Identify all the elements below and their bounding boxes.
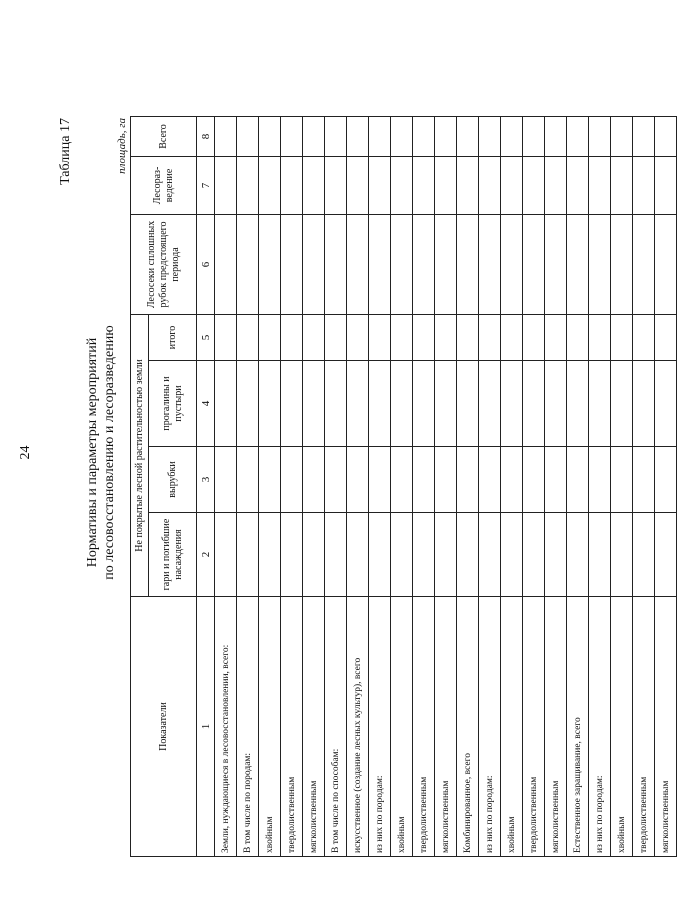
value-cell	[391, 116, 413, 156]
value-cell	[413, 116, 435, 156]
value-cell	[413, 513, 435, 597]
table-row	[215, 116, 237, 856]
value-cell	[633, 156, 655, 214]
value-cell	[633, 361, 655, 447]
row-label: твердолиственным	[281, 597, 303, 857]
table-row	[435, 116, 457, 856]
value-cell	[435, 156, 457, 214]
value-cell	[369, 214, 391, 314]
row-label: твердолиственным	[523, 597, 545, 857]
norms-table	[130, 116, 677, 857]
value-cell	[347, 361, 369, 447]
value-cell	[479, 214, 501, 314]
value-cell	[523, 116, 545, 156]
value-cell	[611, 361, 633, 447]
table-row	[545, 116, 567, 856]
value-cell	[523, 361, 545, 447]
value-cell	[655, 361, 677, 447]
value-cell	[237, 116, 259, 156]
value-cell	[611, 116, 633, 156]
value-cell	[545, 447, 567, 513]
table-title	[84, 0, 118, 905]
value-cell	[479, 447, 501, 513]
table-row	[391, 116, 413, 856]
value-cell	[633, 214, 655, 314]
header-burned-dead-stands: гари и погибшие насаждения	[149, 513, 197, 597]
value-cell	[237, 361, 259, 447]
value-cell	[457, 361, 479, 447]
row-label: В том числе по породам:	[237, 597, 259, 857]
table-row	[479, 116, 501, 856]
value-cell	[479, 116, 501, 156]
value-cell	[391, 513, 413, 597]
row-label: твердолиственным	[633, 597, 655, 857]
value-cell	[435, 447, 457, 513]
value-cell	[215, 116, 237, 156]
value-cell	[655, 447, 677, 513]
value-cell	[567, 214, 589, 314]
table-row	[567, 116, 589, 856]
value-cell	[655, 214, 677, 314]
header-indicators: Показатели	[131, 597, 197, 857]
value-cell	[281, 116, 303, 156]
row-label: Естественное заращивание, всего	[567, 597, 589, 857]
value-cell	[435, 116, 457, 156]
value-cell	[413, 156, 435, 214]
value-cell	[567, 447, 589, 513]
value-cell	[325, 116, 347, 156]
value-cell	[435, 361, 457, 447]
value-cell	[633, 447, 655, 513]
value-cell	[501, 116, 523, 156]
value-cell	[479, 361, 501, 447]
value-cell	[589, 361, 611, 447]
row-label: из них по породам:	[589, 597, 611, 857]
row-label: хвойным	[611, 597, 633, 857]
value-cell	[325, 314, 347, 360]
value-cell	[567, 314, 589, 360]
value-cell	[435, 314, 457, 360]
value-cell	[545, 361, 567, 447]
table-row	[413, 116, 435, 856]
column-number: 7	[197, 156, 215, 214]
value-cell	[347, 513, 369, 597]
value-cell	[259, 447, 281, 513]
value-cell	[567, 361, 589, 447]
value-cell	[303, 116, 325, 156]
value-cell	[259, 314, 281, 360]
value-cell	[215, 314, 237, 360]
value-cell	[633, 116, 655, 156]
value-cell	[391, 361, 413, 447]
table-row	[457, 116, 479, 856]
table-row	[611, 116, 633, 856]
value-cell	[479, 156, 501, 214]
value-cell	[281, 314, 303, 360]
value-cell	[215, 513, 237, 597]
value-cell	[303, 361, 325, 447]
value-cell	[457, 156, 479, 214]
value-cell	[479, 513, 501, 597]
value-cell	[303, 156, 325, 214]
value-cell	[457, 214, 479, 314]
column-number: 8	[197, 116, 215, 156]
column-number: 6	[197, 214, 215, 314]
table-body	[215, 116, 677, 856]
header-total: Всего	[131, 116, 197, 156]
value-cell	[303, 214, 325, 314]
column-number-row	[197, 116, 215, 856]
value-cell	[347, 156, 369, 214]
value-cell	[479, 314, 501, 360]
header-afforestation: Лесораз-ведение	[131, 156, 197, 214]
table-row	[589, 116, 611, 856]
table-row	[325, 116, 347, 856]
column-number: 3	[197, 447, 215, 513]
header-non-forested-group: Не покрытые лесной растительностью земли	[131, 314, 149, 596]
value-cell	[369, 156, 391, 214]
value-cell	[589, 513, 611, 597]
value-cell	[611, 214, 633, 314]
value-cell	[523, 513, 545, 597]
table-row	[501, 116, 523, 856]
value-cell	[611, 513, 633, 597]
row-label: мягколиственным	[435, 597, 457, 857]
value-cell	[523, 447, 545, 513]
value-cell	[501, 447, 523, 513]
value-cell	[655, 314, 677, 360]
value-cell	[589, 116, 611, 156]
value-cell	[435, 513, 457, 597]
value-cell	[611, 314, 633, 360]
value-cell	[523, 214, 545, 314]
table-row	[347, 116, 369, 856]
value-cell	[259, 513, 281, 597]
value-cell	[215, 214, 237, 314]
value-cell	[457, 314, 479, 360]
table-row	[303, 116, 325, 856]
value-cell	[237, 214, 259, 314]
value-cell	[303, 447, 325, 513]
value-cell	[655, 116, 677, 156]
value-cell	[369, 361, 391, 447]
value-cell	[567, 156, 589, 214]
value-cell	[259, 156, 281, 214]
row-label: Комбинированное, всего	[457, 597, 479, 857]
table-row	[523, 116, 545, 856]
value-cell	[545, 156, 567, 214]
value-cell	[611, 156, 633, 214]
value-cell	[281, 447, 303, 513]
value-cell	[369, 513, 391, 597]
value-cell	[237, 314, 259, 360]
value-cell	[435, 214, 457, 314]
row-label: твердолиственным	[413, 597, 435, 857]
table-number: Таблица 17	[58, 118, 73, 185]
value-cell	[303, 513, 325, 597]
table-row	[237, 116, 259, 856]
value-cell	[457, 447, 479, 513]
value-cell	[347, 314, 369, 360]
value-cell	[655, 513, 677, 597]
value-cell	[655, 156, 677, 214]
value-cell	[457, 513, 479, 597]
header-glades-wastelands: прогалины и пустыри	[149, 361, 197, 447]
table-row	[633, 116, 655, 856]
value-cell	[259, 116, 281, 156]
value-cell	[589, 156, 611, 214]
value-cell	[567, 513, 589, 597]
value-cell	[391, 214, 413, 314]
row-label: из них по породам:	[369, 597, 391, 857]
value-cell	[215, 447, 237, 513]
row-label: мягколиственным	[303, 597, 325, 857]
value-cell	[325, 447, 347, 513]
value-cell	[545, 214, 567, 314]
row-label: хвойным	[391, 597, 413, 857]
value-cell	[501, 361, 523, 447]
value-cell	[215, 361, 237, 447]
value-cell	[281, 361, 303, 447]
value-cell	[281, 156, 303, 214]
value-cell	[215, 156, 237, 214]
value-cell	[633, 314, 655, 360]
value-cell	[391, 156, 413, 214]
value-cell	[633, 513, 655, 597]
column-number: 2	[197, 513, 215, 597]
value-cell	[237, 513, 259, 597]
row-label: Земли, нуждающиеся в лесовосстановлении, всего:	[215, 597, 237, 857]
value-cell	[567, 116, 589, 156]
value-cell	[237, 156, 259, 214]
value-cell	[325, 156, 347, 214]
row-label: В том числе по способам:	[325, 597, 347, 857]
value-cell	[347, 214, 369, 314]
value-cell	[391, 447, 413, 513]
row-label: хвойным	[501, 597, 523, 857]
value-cell	[369, 116, 391, 156]
value-cell	[589, 447, 611, 513]
table-row	[281, 116, 303, 856]
value-cell	[413, 447, 435, 513]
page-number: 24	[18, 445, 33, 460]
value-cell	[545, 116, 567, 156]
value-cell	[523, 314, 545, 360]
value-cell	[325, 513, 347, 597]
header-cutovers: вырубки	[149, 447, 197, 513]
value-cell	[523, 156, 545, 214]
row-label: из них по породам:	[479, 597, 501, 857]
value-cell	[413, 214, 435, 314]
value-cell	[501, 314, 523, 360]
value-cell	[589, 314, 611, 360]
column-number: 5	[197, 314, 215, 360]
value-cell	[413, 361, 435, 447]
value-cell	[325, 361, 347, 447]
value-cell	[501, 513, 523, 597]
value-cell	[259, 361, 281, 447]
value-cell	[347, 447, 369, 513]
row-label: мягколиственным	[655, 597, 677, 857]
column-number: 4	[197, 361, 215, 447]
value-cell	[259, 214, 281, 314]
table-row	[369, 116, 391, 856]
table-row	[259, 116, 281, 856]
column-number: 1	[197, 597, 215, 857]
value-cell	[369, 447, 391, 513]
title-line-1: Нормативы и параметры мероприятий	[85, 337, 100, 568]
value-cell	[325, 214, 347, 314]
value-cell	[589, 214, 611, 314]
value-cell	[501, 214, 523, 314]
value-cell	[281, 513, 303, 597]
value-cell	[457, 116, 479, 156]
row-label: мягколиственным	[545, 597, 567, 857]
value-cell	[347, 116, 369, 156]
unit-label: площадь, га	[116, 118, 128, 174]
value-cell	[237, 447, 259, 513]
value-cell	[369, 314, 391, 360]
table-row	[655, 116, 677, 856]
value-cell	[545, 513, 567, 597]
row-label: искусственное (создание лесных культур), всего	[347, 597, 369, 857]
value-cell	[391, 314, 413, 360]
value-cell	[303, 314, 325, 360]
value-cell	[611, 447, 633, 513]
value-cell	[281, 214, 303, 314]
title-line-2: по лесовосстановлению и лесоразведению	[102, 325, 117, 580]
row-label: хвойным	[259, 597, 281, 857]
value-cell	[545, 314, 567, 360]
value-cell	[501, 156, 523, 214]
header-subtotal: итого	[149, 314, 197, 360]
value-cell	[413, 314, 435, 360]
header-clearcut-areas: Лесосеки сплошных рубок предстоящего периода	[131, 214, 197, 314]
